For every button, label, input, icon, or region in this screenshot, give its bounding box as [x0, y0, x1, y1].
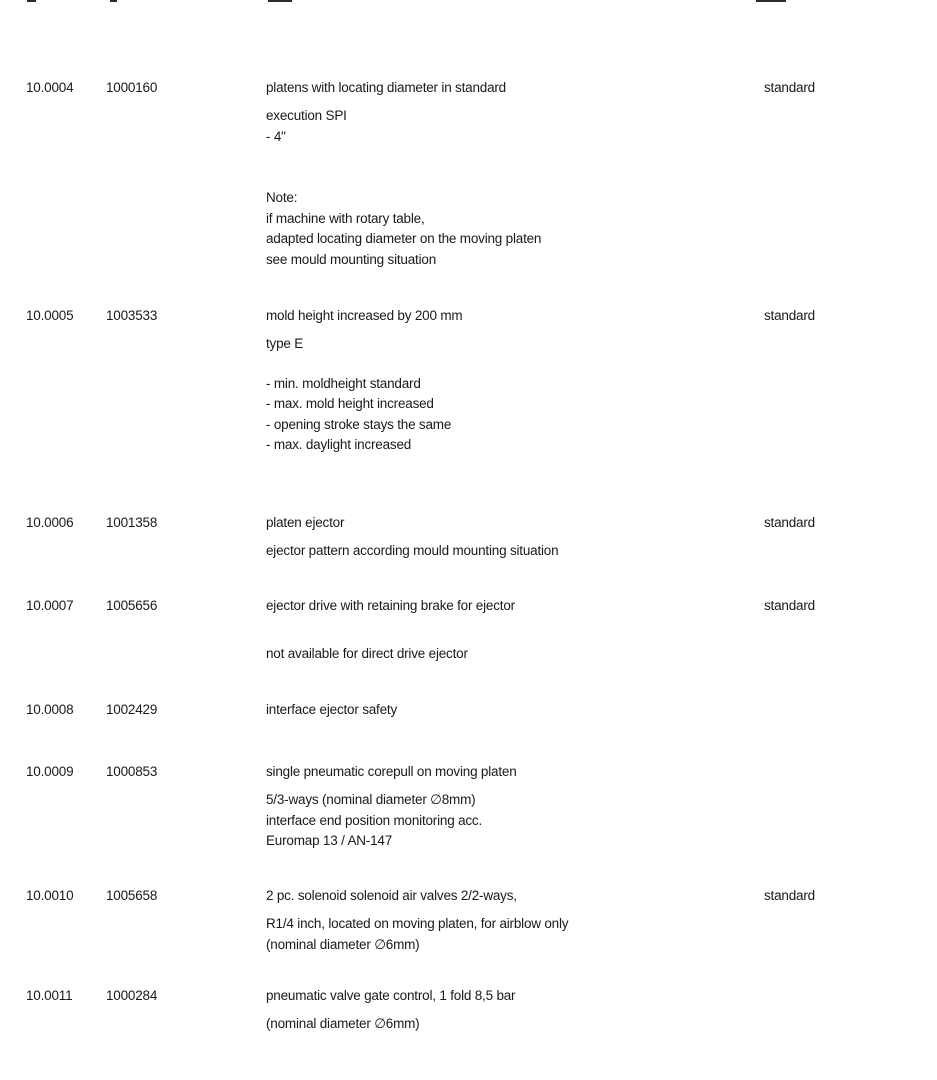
item-description — [266, 306, 746, 456]
list-item — [0, 762, 937, 886]
item-title: single pneumatic corepull on moving platen — [266, 764, 517, 779]
article-number: 1000853 — [106, 764, 158, 779]
description-line: - opening stroke stays the same — [266, 416, 452, 432]
status-label: standard — [764, 888, 815, 903]
article-number: 1005656 — [106, 598, 158, 613]
description-line: interface end position monitoring acc. — [266, 812, 483, 828]
list-item — [0, 700, 937, 762]
description-line: - max. mold height increased — [266, 396, 434, 411]
article-number: 1000284 — [106, 988, 158, 1003]
list-item — [0, 513, 937, 596]
description-line: (nominal diameter ∅6mm) — [266, 936, 420, 952]
list-item — [0, 596, 937, 700]
description-line: if machine with rotary table, — [266, 210, 425, 226]
item-list — [0, 78, 937, 1046]
position-number: 10.0011 — [26, 988, 73, 1003]
item-description — [266, 513, 746, 562]
cut-header-mark — [27, 0, 36, 2]
list-item — [0, 886, 937, 986]
list-item — [0, 78, 937, 306]
description-line: not available for direct drive ejector — [266, 646, 468, 661]
description-line: execution SPI — [266, 108, 347, 123]
item-title: 2 pc. solenoid solenoid air valves 2/2-ways, — [266, 888, 517, 903]
description-line: - 4" — [266, 128, 286, 144]
position-number: 10.0009 — [26, 764, 74, 779]
article-number: 1001358 — [106, 515, 158, 530]
cut-header-mark — [756, 0, 786, 2]
item-title: pneumatic valve gate control, 1 fold 8,5 bar — [266, 988, 516, 1003]
article-number: 1002429 — [106, 702, 158, 717]
position-number: 10.0007 — [26, 598, 74, 613]
item-description — [266, 78, 746, 270]
position-number: 10.0010 — [26, 888, 74, 903]
position-number: 10.0004 — [26, 80, 74, 95]
description-line: - min. moldheight standard — [266, 375, 421, 391]
item-title: interface ejector safety — [266, 702, 398, 717]
list-item — [0, 306, 937, 513]
description-line: - max. daylight increased — [266, 437, 412, 452]
item-title: platens with locating diameter in standard — [266, 80, 506, 95]
header-cut-edge — [0, 0, 937, 8]
status-label: standard — [764, 598, 815, 613]
item-title: mold height increased by 200 mm — [266, 308, 463, 323]
status-label: standard — [764, 515, 815, 530]
item-title: platen ejector — [266, 515, 345, 530]
item-description — [266, 886, 746, 955]
item-description — [266, 700, 746, 728]
article-number: 1005658 — [106, 888, 158, 903]
article-number: 1003533 — [106, 308, 158, 323]
cut-header-mark — [110, 0, 117, 2]
description-line: ejector pattern according mould mounting situation — [266, 543, 559, 558]
status-label: standard — [764, 80, 815, 95]
position-number: 10.0008 — [26, 702, 74, 717]
item-title: ejector drive with retaining brake for ejector — [266, 598, 515, 613]
article-number: 1000160 — [106, 80, 158, 95]
description-line: 5/3-ways (nominal diameter ∅8mm) — [266, 792, 476, 807]
description-line: R1/4 inch, located on moving platen, for airblow only — [266, 916, 569, 931]
position-number: 10.0005 — [26, 308, 74, 323]
description-line: adapted locating diameter on the moving platen — [266, 231, 542, 246]
cut-header-mark — [268, 0, 292, 2]
position-number: 10.0006 — [26, 515, 74, 530]
note-label: Note: — [266, 190, 298, 205]
description-line: see mould mounting situation — [266, 251, 437, 267]
description-line: (nominal diameter ∅6mm) — [266, 1016, 420, 1031]
description-line: Euromap 13 / AN-147 — [266, 833, 393, 848]
description-line: type E — [266, 336, 304, 351]
list-item — [0, 986, 937, 1046]
item-description — [266, 596, 746, 665]
item-description — [266, 762, 746, 852]
item-description — [266, 986, 746, 1035]
status-label: standard — [764, 308, 815, 323]
